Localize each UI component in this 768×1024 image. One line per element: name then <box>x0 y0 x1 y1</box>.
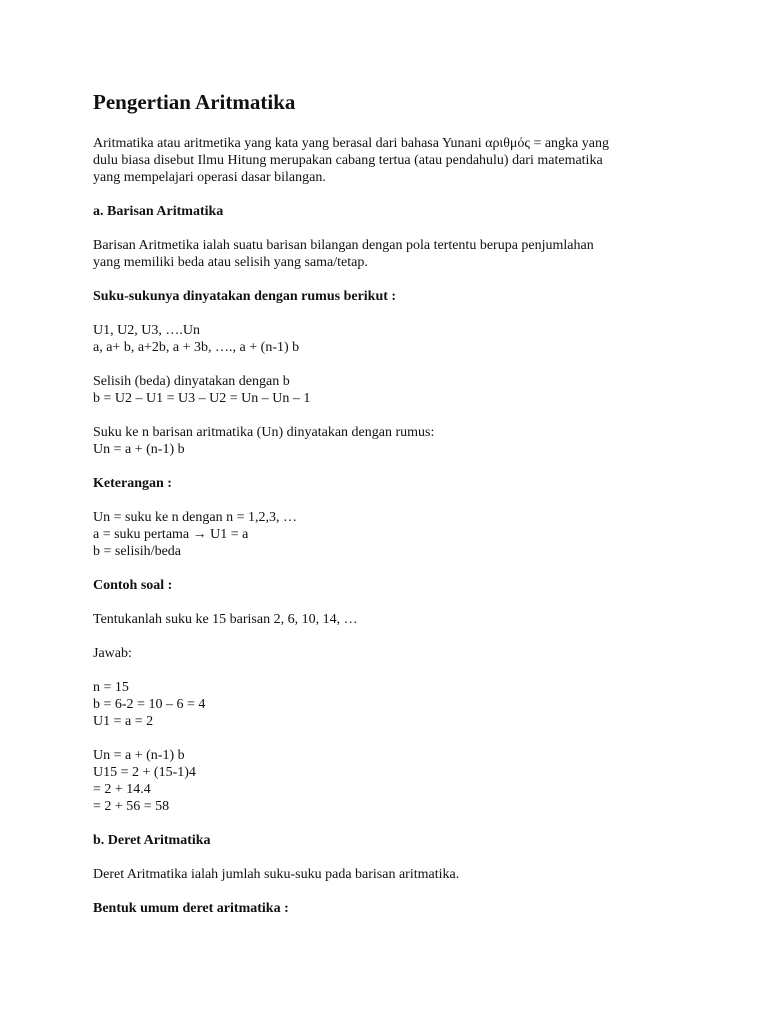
keterangan-heading: Keterangan : <box>93 476 172 491</box>
contoh-heading: Contoh soal : <box>93 578 173 593</box>
soal-text: Tentukanlah suku ke 15 barisan 2, 6, 10, 14, … <box>93 612 358 627</box>
jawab-label: Jawab: <box>93 646 132 661</box>
keterangan-line: b = selisih/beda <box>93 544 181 559</box>
formula-line: Suku ke n barisan aritmatika (Un) dinyatakan dengan rumus: <box>93 425 435 440</box>
un-formula <box>93 424 693 458</box>
keterangan-line: a = suku pertama → U1 = a <box>93 527 249 542</box>
beda-formula <box>93 373 693 407</box>
formula-line: a, a+ b, a+2b, a + 3b, …., a + (n-1) b <box>93 340 300 355</box>
known-line: b = 6-2 = 10 – 6 = 4 <box>93 697 206 712</box>
suku-formula <box>93 322 693 356</box>
page-title: Pengertian Aritmatika <box>93 90 296 114</box>
calc-line: = 2 + 14.4 <box>93 782 151 797</box>
formula-line: Un = a + (n-1) b <box>93 442 185 457</box>
deret-definition: Deret Aritmatika ialah jumlah suku-suku pada barisan aritmatika. <box>93 867 460 882</box>
keterangan-line: Un = suku ke n dengan n = 1,2,3, … <box>93 510 297 525</box>
intro-paragraph <box>93 135 693 186</box>
barisan-definition <box>93 237 693 271</box>
rumus-heading: Suku-sukunya dinyatakan dengan rumus berikut : <box>93 289 397 304</box>
formula-line: b = U2 – U1 = U3 – U2 = Un – Un – 1 <box>93 391 311 406</box>
known-values <box>93 679 693 730</box>
calc-line: Un = a + (n-1) b <box>93 748 185 763</box>
known-line: U1 = a = 2 <box>93 714 154 729</box>
calc-line: = 2 + 56 = 58 <box>93 799 170 814</box>
intro-line: dulu biasa disebut Ilmu Hitung merupakan cabang tertua (atau pendahulu) dari matematika <box>93 153 603 168</box>
section-a-heading: a. Barisan Aritmatika <box>93 204 224 219</box>
calculation <box>93 747 693 815</box>
calc-line: U15 = 2 + (15-1)4 <box>93 765 196 780</box>
keterangan-list <box>93 509 693 560</box>
known-line: n = 15 <box>93 680 129 695</box>
formula-line: U1, U2, U3, ….Un <box>93 323 200 338</box>
definition-line: yang memiliki beda atau selisih yang sama/tetap. <box>93 255 368 270</box>
formula-line: Selisih (beda) dinyatakan dengan b <box>93 374 290 389</box>
definition-line: Barisan Aritmetika ialah suatu barisan bilangan dengan pola tertentu berupa penjumlahan <box>93 238 594 253</box>
section-b-heading: b. Deret Aritmatika <box>93 833 211 848</box>
intro-line: yang mempelajari operasi dasar bilangan. <box>93 170 326 185</box>
bentuk-umum-heading: Bentuk umum deret aritmatika : <box>93 901 289 916</box>
intro-line: Aritmatika atau aritmetika yang kata yang berasal dari bahasa Yunani αριθμός = angka yang <box>93 136 609 151</box>
document-page <box>93 89 693 934</box>
